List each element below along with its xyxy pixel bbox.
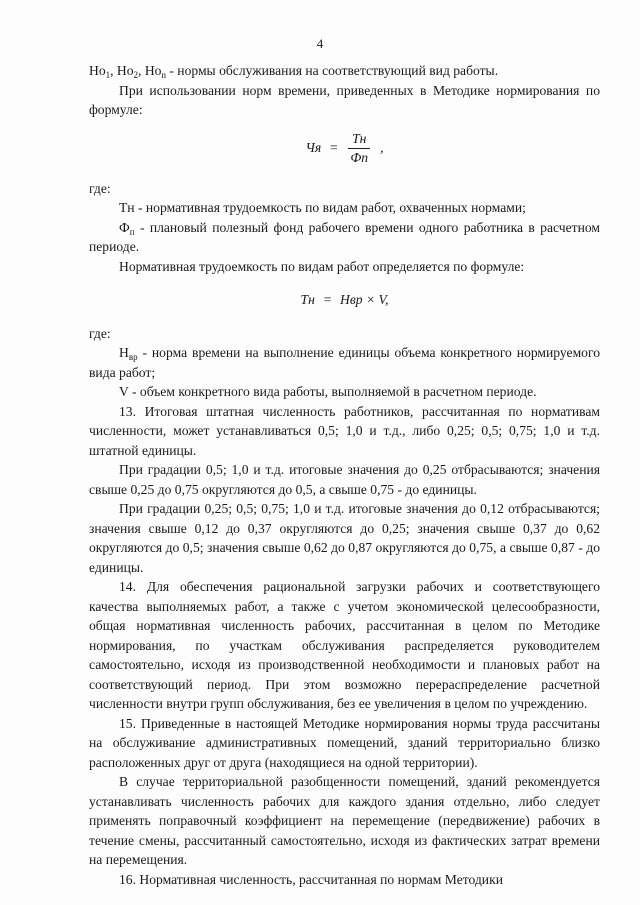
paragraph-16: 16. Нормативная численность, рассчитанная по нормам Методики [119,871,503,887]
symbol-hon: Но [144,63,162,78]
v-definition: V - объем конкретного вида работы, выполняемой в расчетном периоде. [119,384,537,399]
norms-text: - нормы обслуживания на соответствующий вид работы. [165,63,499,78]
norms-line: $Но_1$, $Но_2$, $Но_n$ - нормы обслуживания на соответствующий вид работы. [89,63,499,80]
formula-labor [89,290,600,310]
paragraph-15: 15. Приведенные в настоящей Методике нормирования нормы труда рассчитаны на обслуживание административных помещений, зданий территориально близко расположенных друг от друга (находящиеся на одной территории). [89,715,600,770]
hvr-sub: вр [128,352,138,362]
formula-eq: = [329,140,339,156]
fp-symbol: Ф [119,219,130,235]
symbol-ho1: Но [89,63,106,78]
sub-n: n [161,70,166,80]
sub-1: 1 [105,70,111,80]
norm-paragraph: Нормативная трудоемкость по видам работ определяется по формуле: [119,258,525,274]
formula2-rhs: Нвр × V, [340,292,389,307]
paragraph-15a: В случае территориальной разобщенности помещений, зданий рекомендуется устанавливать численность рабочих для каждого здания отдельно, либо следует применять поправочный коэффициент на перемещение (передвижение) рабочих в течение смены, рассчитанный самостоятельно, исходя из фактических затрат времени на перемещения. [89,774,600,867]
document-body [89,61,600,889]
where-label-2: где: [89,325,111,341]
where-label: где: [89,180,111,196]
paragraph-13a: При градации 0,5; 1,0 и т.д. итоговые значения до 0,25 отбрасываются; значения свыше 0,25 до 0,75 округляются до 0,5, а свыше 0,75 - до единицы. [89,462,600,497]
hvr-definition [89,343,600,382]
formula-headcount [89,130,600,167]
fraction-denominator: Фп [350,149,369,165]
formula-lhs: Чя [305,140,322,156]
paragraph-13b: При градации 0,25; 0,5; 0,75; 1,0 и т.д. итоговые значения до 0,12 отбрасываются; значения свыше 0,12 до 0,37 округляются до 0,25; значения свыше 0,37 до 0,62 округляются до 0,5; значения свыше 0,62 до 0,87 округляются до 0,75, а свыше 0,87 - до единицы. [89,501,600,575]
fp-sub: п [129,226,135,237]
symbol-ho2: Но [116,63,134,78]
formula-fraction [346,130,372,167]
formula2-lhs: Тн [300,292,315,307]
hvr-symbol: Н [119,345,129,360]
formula-tail: , [380,140,384,156]
tn-definition: Тн - нормативная трудоемкость по видам работ, охваченных нормами; [119,200,526,215]
intro-paragraph: При использовании норм времени, приведенных в Методике нормирования по формуле: [89,82,600,117]
fp-definition [89,218,600,257]
paragraph-14: 14. Для обеспечения рациональной загрузки рабочих и соответствующего качества выполняемых работ, а также с учетом экономической целесообразности, общая нормативная численность рабочих, рассчитанная в целом по Методике нормирования, по участкам обслуживания распределяется руководителем самостоятельно, исходя из производственной необходимости и плановых работ на соответствующий период. При этом возможно перераспределение расчетной численности внутри групп обслуживания, без ее увеличения в целом по учреждению. [89,579,600,711]
formula2-eq: = [322,292,333,307]
sub-2: 2 [133,70,139,80]
fraction-numerator: Тн [348,130,370,149]
paragraph-13: 13. Итоговая штатная численность работников, рассчитанная по нормативам численности, может устанавливаться 0,5; 1,0 и т.д., либо 0,25; 0,5; 0,75; 1,0 и т.д. штатной единицы. [89,403,600,458]
fp-text: - плановый полезный фонд рабочего времени одного работника в расчетном периоде. [89,219,600,254]
page-number: 4 [316,36,324,51]
hvr-text: - норма времени на выполнение единицы объема конкретного нормируемого вида работ; [89,345,600,380]
